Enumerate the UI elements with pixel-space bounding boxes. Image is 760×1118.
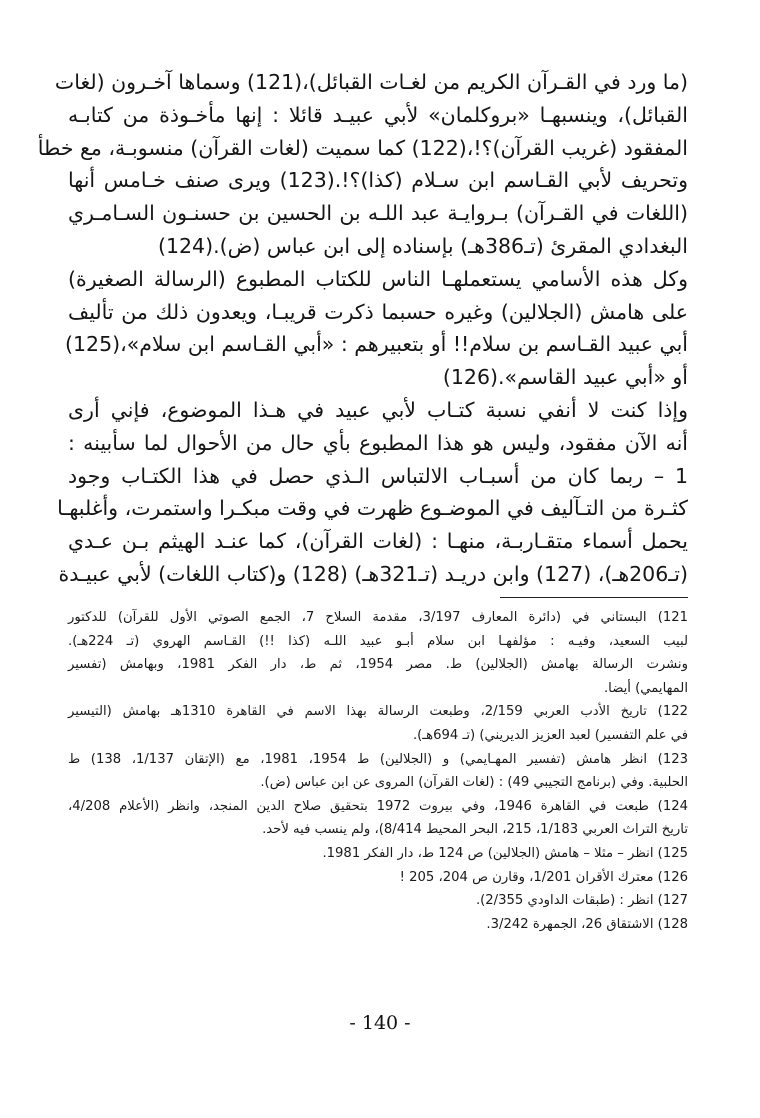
body-line: أبي عبيد القـاسم بن سلام!! أو بتعبيرهم : «أبي القـاسم ابن سلام»،(125) [64, 332, 688, 357]
body-line: وتحريف لأبي القـاسم ابن سـلام (كذا)؟!.(123) ويرى صنف خـامس أنها [68, 168, 688, 193]
footnote-line: 126) معترك الأقران 1/201، وقارن ص 204، 205 ! [399, 869, 688, 885]
footnote-line: 124) طبعت في القاهرة 1946، وفي بيروت 1972 بتحقيق صلاح الدين المنجد، وانظر (الأعلام 4/208، [68, 798, 688, 814]
body-line: (تـ206هـ)، (127) وابن دريـد (تـ321هـ) (128) و(كتاب اللغات) لأبي عبيـدة [58, 561, 688, 586]
footnote-line: 127) انظر : (طبقات الداودي 2/355). [475, 893, 688, 909]
body-line: المفقود (غريب القرآن)؟!،(122) كما سميت (لغات القرآن) منسوبـة، مع خطأ [37, 135, 688, 160]
footnote-line: لبيب السعيد، وفيـه : مؤلفهـا ابن سلام أبـو عبيد اللـه (كذا !!) القـاسم الهروي (تـ 224هـ). [68, 633, 688, 649]
body-line: أو «أبي عبيد القاسم».(126) [442, 365, 688, 390]
body-line: أنه الآن مفقود، وليس هو هذا المطبوع بأي حال من الأحوال لما سأبينه : [68, 430, 688, 455]
footnote-line: 128) الاشتقاق 26، الجمهرة 3/242. [486, 916, 688, 932]
body-line: (اللغات في القـرآن) بـروايـة عبد اللـه بن الحسين بن حسنـون السـامـري [68, 201, 688, 226]
footnote-line: 125) انظر – مثلا – هامش (الجلالين) ص 124 ط، دار الفكر 1981. [322, 845, 688, 861]
footnote-line: تاريخ التراث العربي 1/183، 215، البحر المحيط 8/414)، ولم ينسب فيه لأحد. [262, 822, 688, 838]
body-line: يحمل أسماء متقـاربـة، منهـا : (لغات القرآن)، كما عنـد الهيثم بـن عـدي [68, 529, 688, 554]
footnote-line: المهايمي) أيضا. [603, 680, 688, 696]
body-line: 1 – ربما كان من أسبـاب الالتباس الـذي حصل في هذا الكتـاب وجود [68, 463, 688, 488]
footnote-line: 123) انظر هامش (تفسير المهـايمي) و (الجلالين) ط 1954، 1981، مع (الإتقان 1/137، 138) ط [68, 751, 688, 767]
body-line: على هامش (الجلالين) وغيره حسبما ذكرت قريبـا، ويعدون ذلك من تأليف [68, 299, 688, 324]
body-line: القبائل)، وينسبهـا «بروكلمان» لأبي عبيـد قائلا : إنها مأخـوذة من كتابـه [68, 102, 688, 127]
footnote-line: الحلبية. وفي (برنامج التجيبي 49) : (لغات القرآن) المروى عن ابن عباس (ض). [260, 775, 688, 791]
footnote-line: 122) تاريخ الأدب العربي 2/159، وطبعت الرسالة بهذا الاسم في القاهرة 1310هـ بهامش (التيسير [68, 704, 688, 720]
body-line: كثـرة من التـآليف في الموضـوع ظهرت في وقت مبكـرا واستمرت، وأغلبهـا [57, 496, 688, 521]
footnote-line: ونشرت الرسالة بهامش (الجلالين) ط. مصر 1954، ثم ط، دار الفكر 1981، وبهامش (تفسير [68, 657, 688, 673]
footnote-line: في علم التفسير) لعبد العزيز الديريني) (تـ 694هـ). [412, 727, 688, 743]
body-line: وكل هذه الأسامي يستعملهـا الناس للكتاب المطبوع (الرسالة الصغيرة) [68, 266, 688, 291]
body-text [37, 66, 688, 591]
page-number: - 140 - [349, 1012, 411, 1034]
body-line: البغدادي المقرئ (تـ386هـ) بإسناده إلى ابن عباس (ض).(124) [157, 233, 688, 258]
footnote-divider [500, 597, 688, 598]
body-line: وإذا كنت لا أنفي نسبة كتـاب لأبي عبيد في هـذا الموضوع، فإني أرى [68, 397, 688, 422]
body-line: (ما ورد في القـرآن الكريم من لغـات القبائل)،(121) وسماها آخـرون (لغات [54, 70, 688, 94]
footnotes [68, 606, 688, 936]
footnote-line: 121) البستاني في (دائرة المعارف 3/197، مقدمة السلاح 7، الجمع الصوتي الأول للقرآن) للدكتور [68, 610, 689, 625]
